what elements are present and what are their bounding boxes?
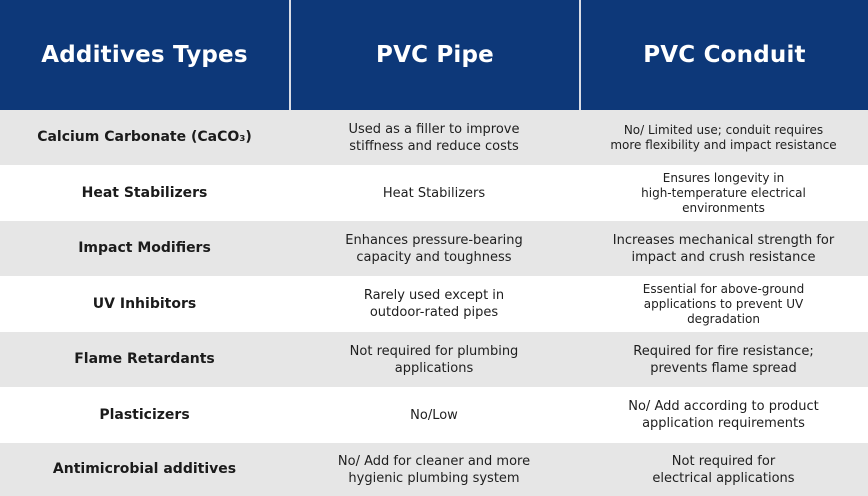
pvc-pipe-cell: Rarely used except in outdoor-rated pipes [363, 288, 505, 320]
additive-type-cell: Impact Modifiers [78, 240, 211, 256]
pvc-pipe-cell: No/ Add for cleaner and more hygienic plumbing system [337, 453, 531, 486]
header-pvc-conduit: PVC Conduit [643, 42, 806, 68]
table-row [0, 221, 868, 276]
table-row [0, 387, 868, 443]
pvc-pipe-cell: Enhances pressure-bearing capacity and toughness [345, 232, 523, 265]
additive-type-cell: Calcium Carbonate (CaCO₃) [37, 129, 252, 145]
pvc-pipe-cell: No/Low [410, 407, 458, 423]
table-row [0, 443, 868, 496]
additive-type-cell: Flame Retardants [74, 351, 215, 367]
header-pvc-pipe: PVC Pipe [376, 42, 494, 68]
pvc-pipe-cell: Heat Stabilizers [382, 185, 486, 201]
table-row [0, 110, 868, 165]
additive-type-cell: UV Inhibitors [92, 295, 197, 312]
pvc-conduit-cell: No/ Limited use; conduit requires more flexibility and impact resistance [610, 122, 837, 152]
pvc-pipe-cell: Used as a filler to improve stiffness and reduce costs [348, 121, 520, 154]
pvc-conduit-cell: Not required for electrical applications [652, 453, 795, 486]
pvc-conduit-cell: Ensures longevity in high-temperature electrical environments [641, 170, 806, 215]
pvc-conduit-cell: No/ Add according to product application requirements [628, 399, 819, 431]
pvc-pipe-cell: Not required for plumbing applications [349, 343, 519, 376]
header-additives-types: Additives Types [41, 42, 248, 68]
pvc-conduit-cell: Increases mechanical strength for impact and crush resistance [612, 232, 835, 265]
table-row [0, 332, 868, 387]
table-header [0, 0, 868, 110]
table-row [0, 276, 868, 332]
pvc-conduit-cell: Required for fire resistance; prevents flame spread [633, 343, 814, 376]
table-row [0, 165, 868, 221]
pvc-conduit-cell: Essential for above-ground applications to prevent UV degradation [642, 281, 805, 326]
additive-type-cell: Heat Stabilizers [81, 184, 208, 201]
additive-type-cell: Antimicrobial additives [52, 461, 237, 477]
additive-type-cell: Plasticizers [99, 406, 190, 423]
